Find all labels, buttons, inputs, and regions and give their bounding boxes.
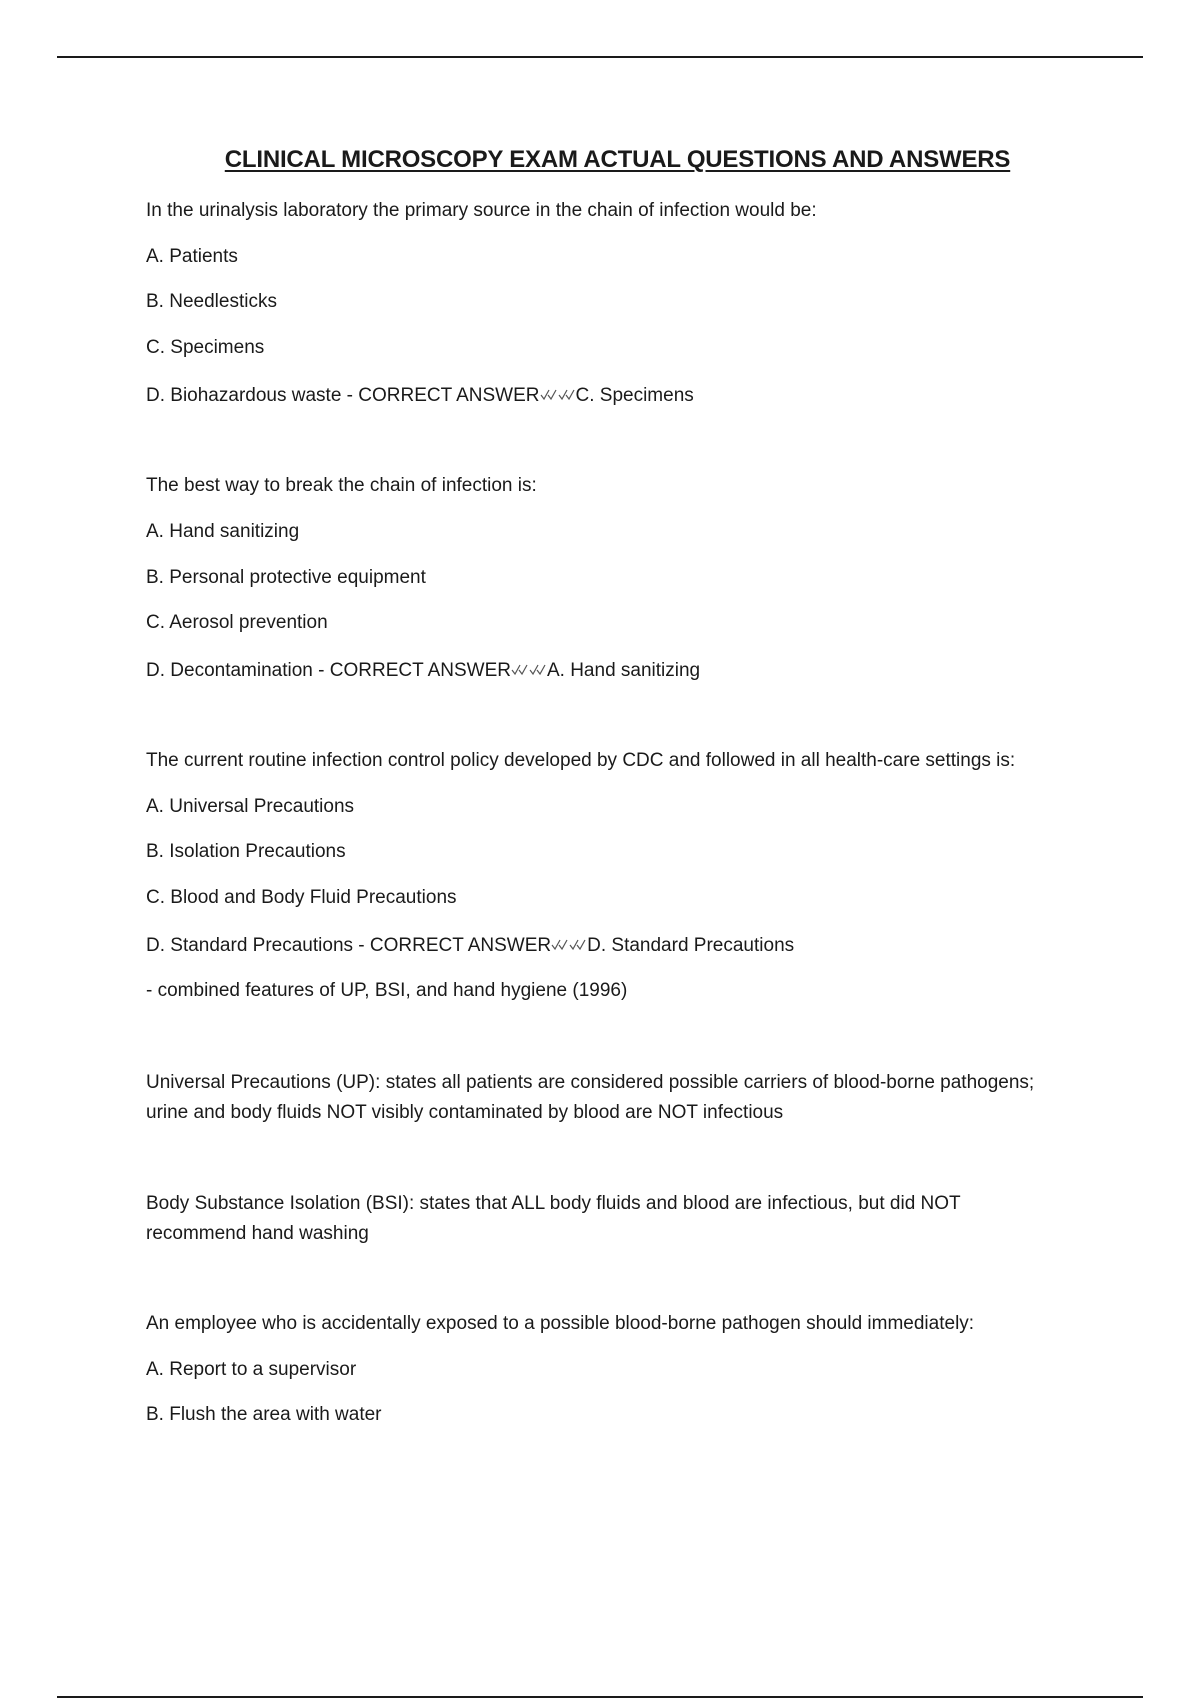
q3-option-b: B. Isolation Precautions [146, 841, 346, 862]
bottom-rule [57, 1696, 1143, 1698]
q1-option-d [146, 381, 694, 411]
q2-option-b: B. Personal protective equipment [146, 567, 426, 588]
q2-option-c: C. Aerosol prevention [146, 612, 328, 633]
q2-answer: A. Hand sanitizing [546, 660, 701, 681]
q3-option-d-text: D. Standard Precautions - CORRECT ANSWER [146, 935, 552, 956]
q4-option-a: A. Report to a supervisor [146, 1359, 357, 1380]
q1-option-a: A. Patients [146, 246, 238, 267]
q1-option-b: B. Needlesticks [146, 291, 277, 312]
top-rule [57, 56, 1143, 58]
question-2: The best way to break the chain of infection is: [146, 475, 537, 496]
double-check-icon [551, 938, 569, 952]
question-4: An employee who is accidentally exposed to a possible blood-borne pathogen should immediately: [146, 1313, 975, 1334]
q2-option-a: A. Hand sanitizing [146, 521, 300, 542]
body-substance-isolation-note: Body Substance Isolation (BSI): states that ALL body fluids and blood are infectious, but did NOT recommend hand washing [146, 1193, 961, 1244]
q3-answer: D. Standard Precautions [587, 935, 795, 956]
q2-option-d [146, 656, 700, 686]
question-3: The current routine infection control policy developed by CDC and followed in all health-care settings is: [146, 750, 1016, 771]
universal-precautions-note: Universal Precautions (UP): states all patients are considered possible carriers of blood-borne pathogens; urine and body fluids NOT visibly contaminated by blood are NOT infectious [146, 1072, 1035, 1123]
document-title: CLINICAL MICROSCOPY EXAM ACTUAL QUESTIONS AND ANSWERS [224, 146, 1011, 173]
double-check-icon [529, 663, 547, 677]
q2-option-d-text: D. Decontamination - CORRECT ANSWER [146, 660, 511, 681]
q1-option-d-text: D. Biohazardous waste - CORRECT ANSWER [146, 385, 540, 406]
q4-option-b: B. Flush the area with water [146, 1404, 382, 1425]
double-check-icon [558, 388, 576, 402]
q3-option-d [146, 931, 794, 961]
q1-answer: C. Specimens [575, 385, 694, 406]
q3-note: - combined features of UP, BSI, and hand hygiene (1996) [146, 980, 628, 1001]
double-check-icon [540, 388, 558, 402]
q3-option-a: A. Universal Precautions [146, 796, 355, 817]
double-check-icon [569, 938, 587, 952]
q3-option-c: C. Blood and Body Fluid Precautions [146, 887, 457, 908]
question-1: In the urinalysis laboratory the primary source in the chain of infection would be: [146, 200, 817, 221]
q1-option-c: C. Specimens [146, 337, 265, 358]
double-check-icon [511, 663, 529, 677]
